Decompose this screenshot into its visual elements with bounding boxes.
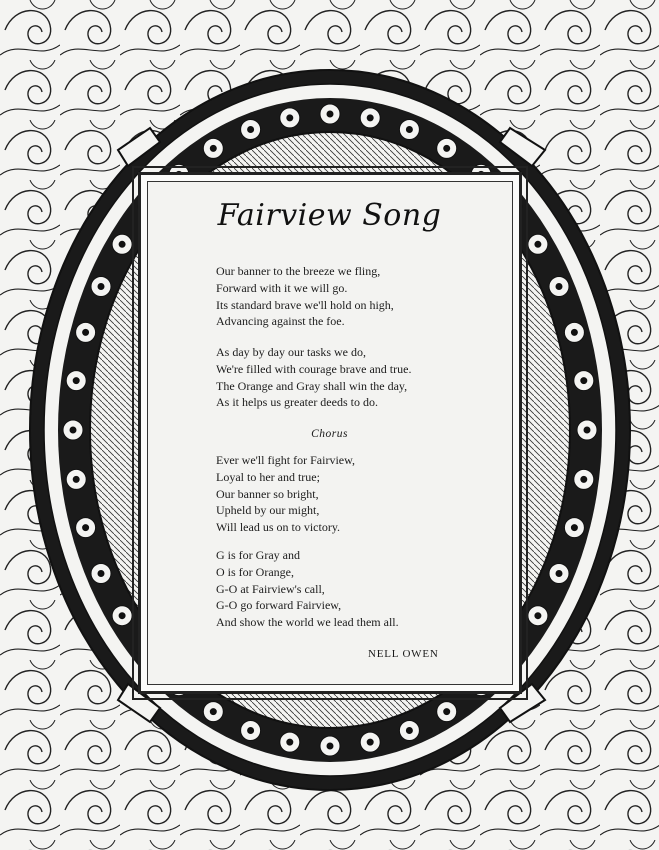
stanza-1 [216, 263, 506, 330]
rosette-center [210, 145, 216, 151]
rosette-center [287, 739, 293, 745]
rosette-center [83, 329, 89, 335]
rosette-center [367, 115, 373, 121]
rosette-center [556, 284, 562, 290]
rosette-center [581, 378, 587, 384]
rosette-center [119, 613, 125, 619]
lyric-line: G-O go forward Fairview, [216, 598, 342, 613]
rosette-center [327, 111, 333, 117]
rosette-center [327, 743, 333, 749]
author-credit: NELL OWEN [368, 648, 439, 660]
rosette-center [535, 241, 541, 247]
rosette-center [581, 476, 587, 482]
lyric-line: As it helps us greater deeds to do. [216, 395, 378, 410]
lyric-line: Loyal to her and true; [216, 469, 320, 484]
rosette-center [556, 571, 562, 577]
stanza-2 [216, 344, 506, 411]
rosette-center [406, 127, 412, 133]
lyric-line: Upheld by our might, [216, 503, 320, 518]
lyric-line: Will lead us on to victory. [216, 520, 341, 535]
rosette-center [73, 476, 79, 482]
rosette-center [73, 378, 79, 384]
lyric-line: As day by day our tasks we do, [216, 345, 366, 359]
chorus-stanza-2 [216, 547, 506, 631]
lyric-line: Ever we'll fight for Fairview, [216, 453, 356, 467]
rosette-center [444, 145, 450, 151]
rosette-center [367, 739, 373, 745]
rosette-center [444, 709, 450, 715]
rosette-center [210, 709, 216, 715]
lyric-line: Its standard brave we'll hold on high, [216, 297, 394, 312]
lyric-line: We're filled with courage brave and true. [216, 361, 412, 376]
lyric-line: Our banner to the breeze we fling, [216, 264, 381, 278]
lyric-line: G is for Gray and [216, 548, 300, 562]
rosette-center [98, 284, 104, 290]
rosette-center [406, 728, 412, 734]
chorus-stanza-1 [216, 452, 506, 536]
song-title: Fairview Song [217, 198, 442, 233]
lyric-line: Our banner so bright, [216, 486, 319, 501]
rosette-center [98, 571, 104, 577]
rosette-center [535, 613, 541, 619]
lyric-line: O is for Orange, [216, 564, 294, 579]
rosette-center [248, 728, 254, 734]
rosette-center [119, 241, 125, 247]
lyric-line: Forward with it we will go. [216, 280, 348, 295]
rosette-center [287, 115, 293, 121]
lyric-line: The Orange and Gray shall win the day, [216, 378, 408, 393]
rosette-center [83, 525, 89, 531]
lyric-line: G-O at Fairview's call, [216, 581, 325, 596]
lyric-line: And show the world we lead them all. [216, 615, 399, 630]
lyric-line: Advancing against the foe. [216, 314, 345, 329]
chorus-label: Chorus [311, 428, 348, 440]
rosette-center [571, 525, 577, 531]
rosette-center [571, 329, 577, 335]
rosette-center [248, 127, 254, 133]
